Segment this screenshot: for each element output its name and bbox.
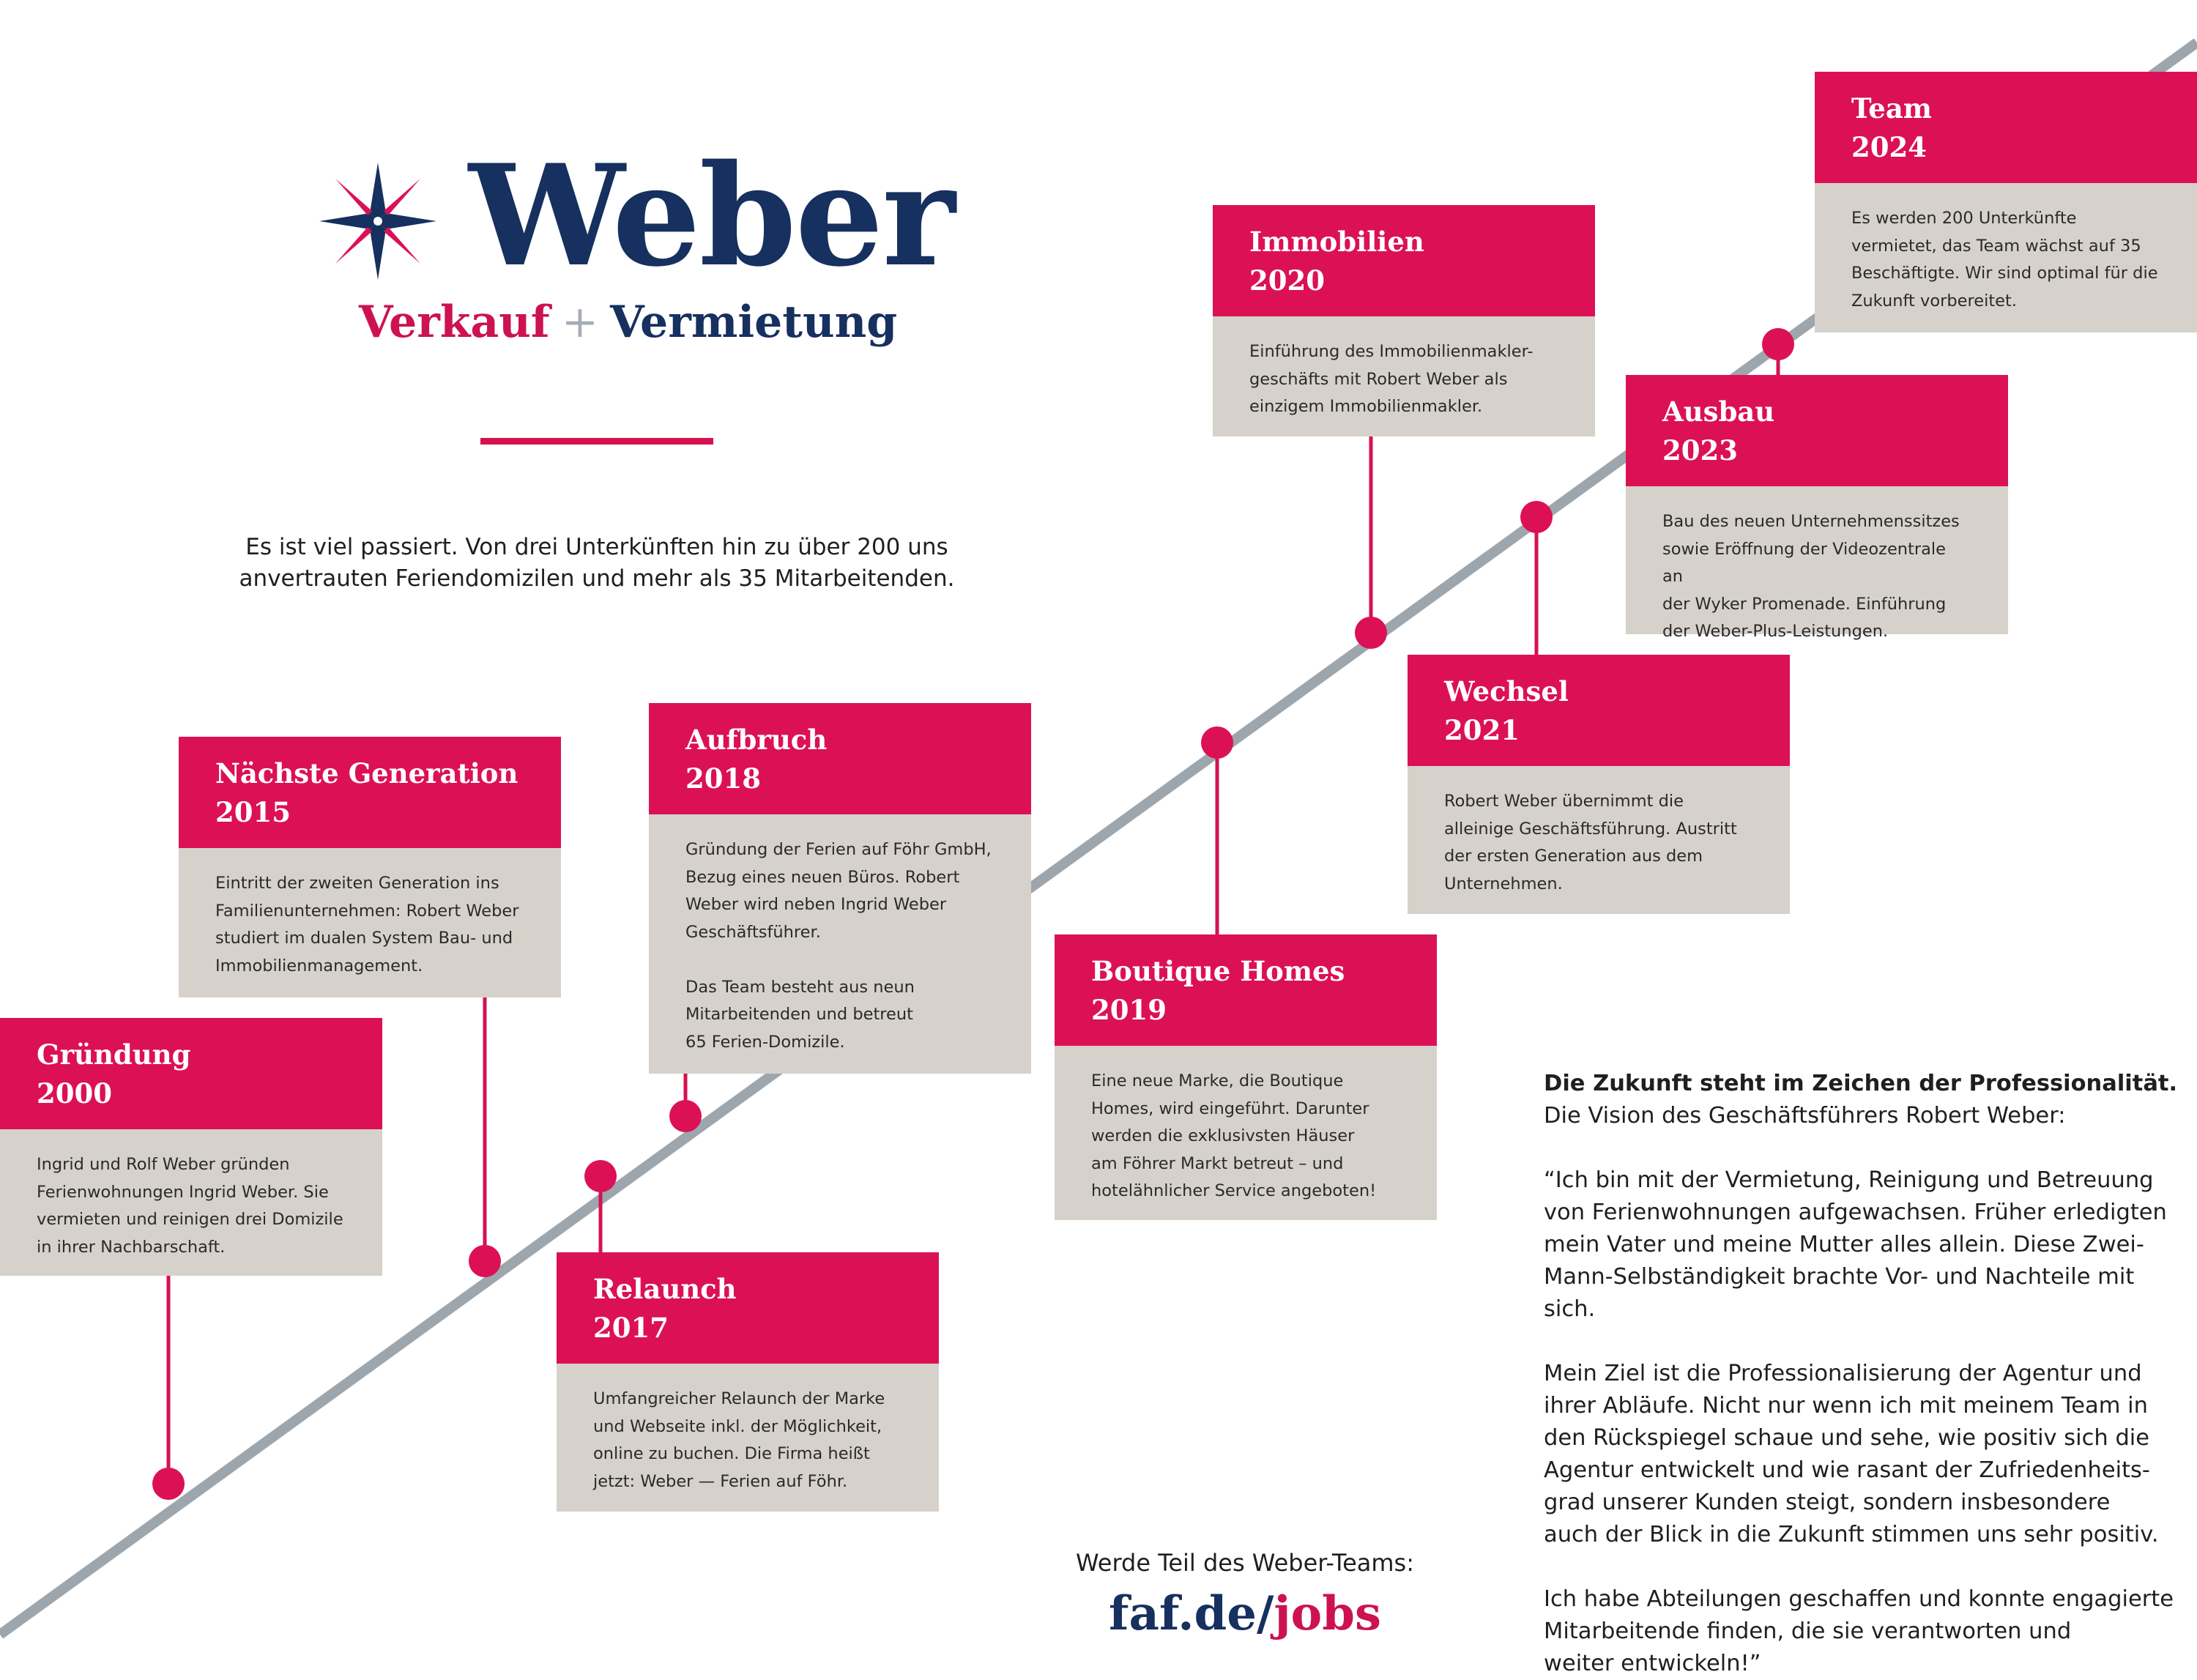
milestone-title: Immobilien xyxy=(1249,226,1424,258)
timeline-dot-2018 xyxy=(669,1100,702,1132)
milestone-year: 2000 xyxy=(37,1077,112,1110)
intro-text: Es ist viel passiert. Von drei Unterkünften hin zu über 200 uns anvertrauten Feriendomizilen und mehr als 35 Mitarbeitenden. xyxy=(239,534,955,592)
milestone-title: Wechsel xyxy=(1444,675,1569,707)
milestone-header xyxy=(1408,655,1790,766)
milestone-card-2000 xyxy=(0,1018,382,1276)
milestone-header xyxy=(1213,205,1595,316)
milestone-text: Gründung der Ferien auf Föhr GmbH, Bezug eines neuen Büros. Robert Weber wird neben Ingrid Weber Geschäftsführer. Das Team besteht aus neun Mitarbeitenden und betreut 65 Ferien-Domizile. xyxy=(649,814,1031,1074)
milestone-header xyxy=(179,737,561,848)
tagline-plus: + xyxy=(561,297,598,348)
milestone-text: Ingrid und Rolf Weber gründen Ferienwohnungen Ingrid Weber. Sie vermieten und reinigen drei Domizile in ihrer Nachbarschaft. xyxy=(0,1129,382,1276)
milestone-text: Einführung des Immobilienmakler- geschäfts mit Robert Weber als einzigem Immobilienmakler. xyxy=(1213,316,1595,436)
timeline-dot-2015 xyxy=(469,1245,501,1277)
milestone-year: 2018 xyxy=(685,762,761,795)
vision-section xyxy=(1544,1068,2188,1680)
milestone-text: Robert Weber übernimmt die alleinige Geschäftsführung. Austritt der ersten Generation aus dem Unternehmen. xyxy=(1408,766,1790,914)
milestone-text: Umfangreicher Relaunch der Marke und Webseite inkl. der Möglichkeit, online zu buchen. Die Firma heißt jetzt: Weber — Ferien auf Föhr. xyxy=(557,1364,939,1512)
milestone-card-2018 xyxy=(649,703,1031,1074)
milestone-card-2017 xyxy=(557,1252,939,1512)
milestone-title: Relaunch xyxy=(593,1273,737,1305)
milestone-title: Team xyxy=(1851,92,1932,124)
milestone-title: Nächste Generation xyxy=(215,757,518,789)
milestone-title: Boutique Homes xyxy=(1091,955,1345,987)
milestone-card-2015 xyxy=(179,737,561,997)
brand-tagline xyxy=(359,297,898,348)
milestone-year: 2017 xyxy=(593,1312,669,1344)
milestone-year: 2019 xyxy=(1091,994,1167,1026)
vision-heading: Die Zukunft steht im Zeichen der Professionalität. xyxy=(1544,1071,2178,1096)
milestone-title: Gründung xyxy=(37,1038,191,1071)
milestone-year: 2021 xyxy=(1444,714,1520,746)
jobs-link-path: jobs xyxy=(1274,1586,1381,1641)
milestone-card-2021 xyxy=(1408,655,1790,914)
divider-line xyxy=(480,438,713,445)
milestone-year: 2023 xyxy=(1662,434,1738,467)
milestone-header xyxy=(1626,375,2008,486)
timeline-dot-2017 xyxy=(584,1160,617,1192)
tagline-verkauf: Verkauf xyxy=(359,297,550,348)
milestone-header xyxy=(557,1252,939,1364)
timeline-dot-2000 xyxy=(152,1468,185,1500)
milestone-header xyxy=(649,703,1031,814)
milestone-header xyxy=(1815,72,2197,183)
vision-subheading: Die Vision des Geschäftsführers Robert Weber: xyxy=(1544,1103,2066,1129)
jobs-link[interactable] xyxy=(1025,1586,1465,1641)
milestone-year: 2015 xyxy=(215,796,291,828)
milestone-text: Es werden 200 Unterkünfte vermietet, das Team wächst auf 35 Beschäftigte. Wir sind optimal für die Zukunft vorbereitet. xyxy=(1815,183,2197,332)
milestone-card-2020 xyxy=(1213,205,1595,436)
vision-paragraph-1: “Ich bin mit der Vermietung, Reinigung und Betreuung von Ferienwohnungen aufgewachsen. Früher erledigten mein Vater und meine Mutter alles allein. Diese Zwei- Mann-Selbständigkeit brachte Vor- und Nachteile mit sich. xyxy=(1544,1167,2167,1322)
compass-star-icon xyxy=(319,163,436,280)
timeline-dot-2019 xyxy=(1201,726,1233,759)
timeline-dot-2021 xyxy=(1520,501,1553,533)
milestone-year: 2024 xyxy=(1851,131,1927,163)
milestone-text: Eine neue Marke, die Boutique Homes, wird eingeführt. Darunter werden die exklusivsten Häuser am Föhrer Markt betreut – und hotelähnlicher Service angeboten! xyxy=(1055,1046,1437,1220)
milestone-text: Bau des neuen Unternehmenssitzes sowie Eröffnung der Videozentrale an der Wyker Promenade. Einführung der Weber-Plus-Leistungen. xyxy=(1626,486,2008,634)
milestone-card-2019 xyxy=(1055,934,1437,1220)
milestone-title: Aufbruch xyxy=(685,724,828,756)
milestone-header xyxy=(0,1018,382,1129)
timeline-dot-2020 xyxy=(1355,617,1387,649)
timeline-dot-2024 xyxy=(1762,328,1794,360)
milestone-year: 2020 xyxy=(1249,264,1325,297)
vision-paragraph-3: Ich habe Abteilungen geschaffen und konnte engagierte Mitarbeitende finden, die sie verantworten und weiter entwickeln!” xyxy=(1544,1586,2174,1676)
milestone-card-2023 xyxy=(1626,375,2008,641)
milestone-text: Eintritt der zweiten Generation ins Familienunternehmen: Robert Weber studiert im dualen System Bau- und Immobilienmanagement. xyxy=(179,848,561,997)
tagline-vermietung: Vermietung xyxy=(610,297,898,348)
jobs-link-domain: faf.de/ xyxy=(1109,1586,1274,1641)
vision-paragraph-2: Mein Ziel ist die Professionalisierung der Agentur und ihrer Abläufe. Nicht nur wenn ich mit meinem Team in den Rückspiegel schaue und sehe, wie positiv sich die Agentur entwickelt und wie rasant der Zufriedenheits- grad unserer Kunden steigt, sondern insbesondere auch der Blick in die Zukunft stimmen uns sehr positiv. xyxy=(1544,1361,2159,1547)
milestone-title: Ausbau xyxy=(1662,395,1775,428)
brand-name: Weber xyxy=(469,134,954,297)
milestone-card-2024 xyxy=(1815,72,2197,332)
cta-text: Werde Teil des Weber-Teams: xyxy=(1075,1549,1414,1577)
milestone-header xyxy=(1055,934,1437,1046)
